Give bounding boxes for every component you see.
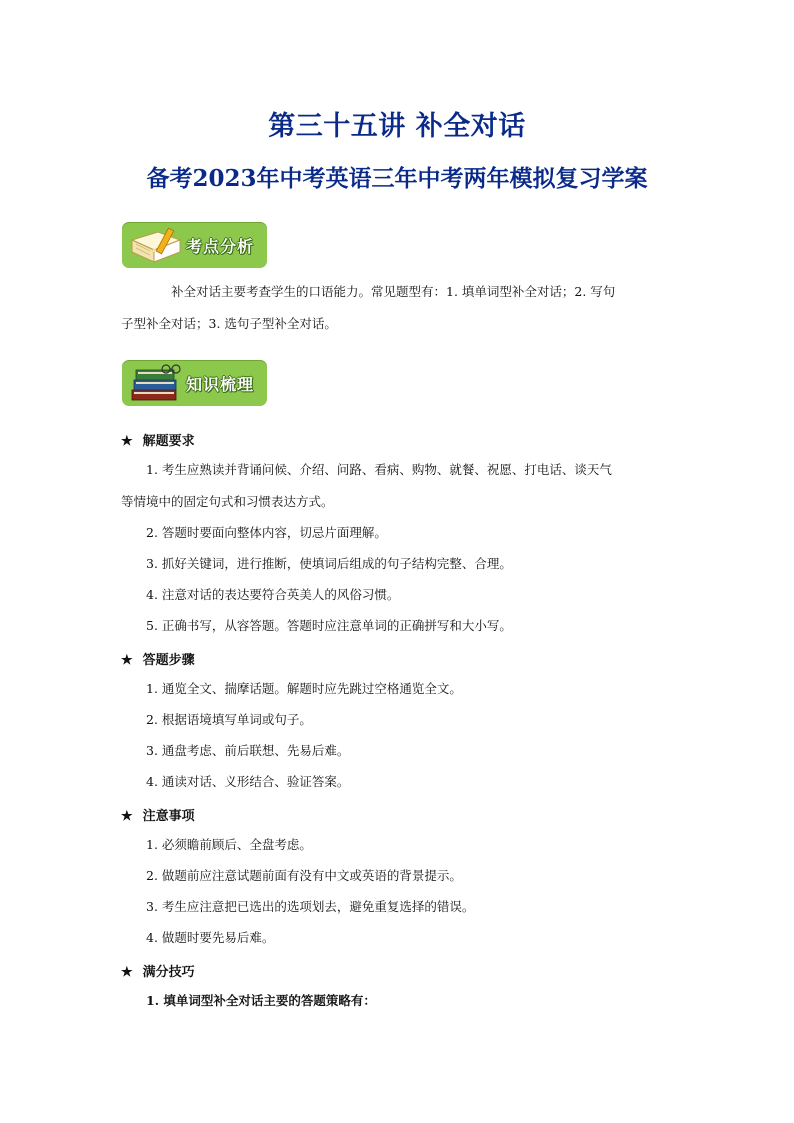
list-item: 4. 注意对话的表达要符合英美人的风俗习惯。 — [146, 587, 400, 602]
list-item: 1. 通览全文、揣摩话题。解题时应先跳过空格通览全文。 — [146, 681, 462, 696]
banner-label: 考点分析 — [186, 237, 255, 256]
section-heading: ★ 满分技巧 — [121, 965, 195, 980]
section-heading: ★ 注意事项 — [121, 809, 195, 824]
lesson-title: 第三十五讲 补全对话 — [268, 111, 526, 142]
list-item: 5. 正确书写，从容答题。答题时应注意单词的正确拼写和大小写。 — [146, 618, 512, 633]
intro-line-1: 补全对话主要考查学生的口语能力。常见题型有：1. 填单词型补全对话；2. 写句 — [171, 284, 616, 299]
list-item: 1. 必须瞻前顾后、全盘考虑。 — [146, 837, 312, 852]
list-item: 3. 考生应注意把已选出的选项划去，避免重复选择的错误。 — [146, 899, 475, 914]
list-item: 1. 填单词型补全对话主要的答题策略有： — [146, 993, 376, 1008]
list-item: 2. 根据语境填写单词或句子。 — [146, 712, 312, 727]
intro-line-2: 子型补全对话；3. 选句子型补全对话。 — [121, 316, 337, 331]
star-icon: ★ — [121, 434, 133, 449]
list-item: 2. 答题时要面向整体内容，切忌片面理解。 — [146, 525, 387, 540]
list-item: 4. 通读对话、义形结合、验证答案。 — [146, 774, 350, 789]
list-item: 等情境中的固定句式和习惯表达方式。 — [121, 494, 334, 509]
books-glasses-icon — [128, 364, 184, 404]
star-icon: ★ — [121, 809, 133, 824]
banner-label: 知识梳理 — [186, 375, 255, 394]
list-item: 3. 通盘考虑、前后联想、先易后难。 — [146, 743, 350, 758]
banner-exam-analysis — [122, 222, 267, 268]
list-item: 2. 做题前应注意试题前面有没有中文或英语的背景提示。 — [146, 868, 462, 883]
notebook-pencil-icon — [128, 226, 184, 266]
star-icon: ★ — [121, 965, 133, 980]
list-item: 3. 抓好关键词，进行推断，使填词后组成的句子结构完整、合理。 — [146, 556, 512, 571]
list-item: 4. 做题时要先易后难。 — [146, 930, 275, 945]
star-icon: ★ — [121, 653, 133, 668]
section-heading: ★ 解题要求 — [121, 434, 195, 449]
list-item: 1. 考生应熟读并背诵问候、介绍、问路、看病、购物、就餐、祝愿、打电话、谈天气 — [146, 462, 612, 477]
banner-knowledge-summary — [122, 360, 267, 406]
lesson-subtitle: 备考2023年中考英语三年中考两年模拟复习学案 — [146, 165, 648, 192]
section-heading: ★ 答题步骤 — [121, 653, 195, 668]
